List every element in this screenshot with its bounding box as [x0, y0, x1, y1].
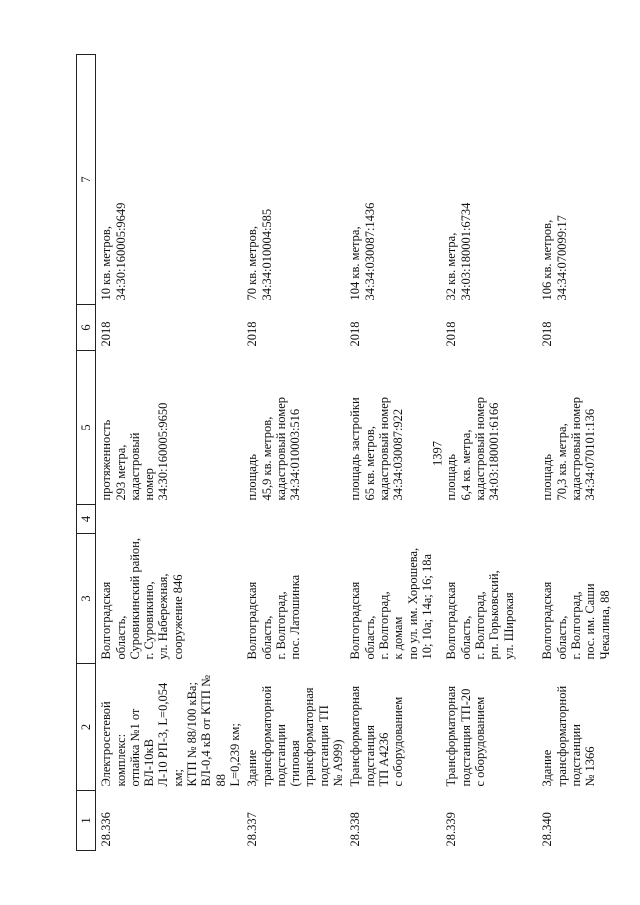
cell-year: 2018 — [444, 321, 459, 347]
cell-land: 32 кв. метра, 34:03:180001:6734 — [444, 202, 473, 301]
table-row — [441, 55, 537, 851]
cell-characteristics: площадь 45,9 кв. метров, кадастровый номер 34:34:010003:516 — [245, 396, 303, 501]
cell-col4 — [537, 505, 633, 534]
cell-year: 2018 — [99, 321, 114, 347]
header-col-3: 3 — [77, 534, 96, 664]
header-col-4: 4 — [77, 505, 96, 534]
cell-land: 106 кв. метров, 34:34:070099:17 — [540, 215, 569, 301]
header-col-1: 1 — [77, 791, 96, 851]
header-col-7: 7 — [77, 55, 96, 305]
cell-land: 104 кв. метра, 34:34:030087:1436 — [348, 202, 377, 301]
table-row — [537, 55, 633, 851]
cell-col4 — [441, 505, 537, 534]
cell-address: Волгоградская область, г. Волгоград, пос. им. Саши Чекалина, 88 — [540, 581, 612, 660]
cell-col4 — [242, 505, 345, 534]
cell-characteristics: площадь 70,3 кв. метра, кадастровый номер 34:34:070101:136 — [540, 396, 598, 501]
cell-address: Волгоградская область, г. Волгоград, рп. Горьковский, ул. Широкая — [444, 570, 516, 660]
header-col-6: 6 — [77, 305, 96, 351]
header-col-2: 2 — [77, 664, 96, 791]
cell-characteristics: протяженность 293 метра, кадастровый номер 34:30:160005:9650 — [99, 402, 171, 501]
cell-col4 — [345, 505, 441, 534]
document-page — [76, 55, 612, 851]
cell-name: Здание трансформаторной подстанции № 1366 — [540, 685, 598, 787]
page-number: 1397 — [430, 441, 445, 466]
header-row — [77, 55, 96, 851]
table-body — [96, 55, 634, 851]
cell-year: 2018 — [348, 321, 363, 347]
cell-number: 28.340 — [540, 812, 555, 847]
cell-name: Здание трансформаторной подстанции (типовая трансформаторная подстанция ТП № А999) — [245, 685, 346, 787]
cell-year: 2018 — [540, 321, 555, 347]
cell-number: 28.336 — [99, 812, 114, 847]
cell-characteristics: площадь 6,4 кв. метра, кадастровый номер 34:03:180001:6166 — [444, 396, 502, 501]
cell-name: Трансформаторная подстанция ТП-20 с оборудованием — [444, 685, 487, 787]
header-col-5: 5 — [77, 351, 96, 505]
cell-col4 — [96, 505, 242, 534]
property-table — [76, 54, 633, 851]
cell-number: 28.339 — [444, 812, 459, 847]
cell-year: 2018 — [245, 321, 260, 347]
cell-number: 28.338 — [348, 812, 363, 847]
cell-land: 10 кв. метров, 34:30:160005:9649 — [99, 202, 128, 301]
table-row — [345, 55, 441, 851]
cell-address: Волгоградская область, Суровикинский район, г. Суровикино, ул. Набережная, сооружение 846 — [99, 538, 185, 660]
cell-land: 70 кв. метров, 34:34:010004:585 — [245, 208, 274, 301]
table-row — [242, 55, 345, 851]
cell-address: Волгоградская область, г. Волгоград, пос. Латошинка — [245, 574, 303, 660]
cell-number: 28.337 — [245, 812, 260, 847]
table-header — [77, 55, 96, 851]
cell-characteristics: площадь застройки 65 кв. метров, кадастровый номер 34:34:030087:922 — [348, 396, 406, 501]
cell-name: Электросетевой комплекс: отпайка №1 от ВЛ-10кВ Л-10 РП-3, L=0,054 км; КТП № 88/100 кВа; ВЛ-0,4 кВ от КТП № 88 L=0,239 км; — [99, 674, 242, 787]
table-row — [96, 55, 242, 851]
cell-address: Волгоградская область, г. Волгоград, к домам по ул. им. Хорошева, 10; 10а; 14а; 16; 18а — [348, 547, 434, 660]
cell-name: Трансформаторная подстанция ТП А4236 с оборудованием — [348, 685, 406, 787]
